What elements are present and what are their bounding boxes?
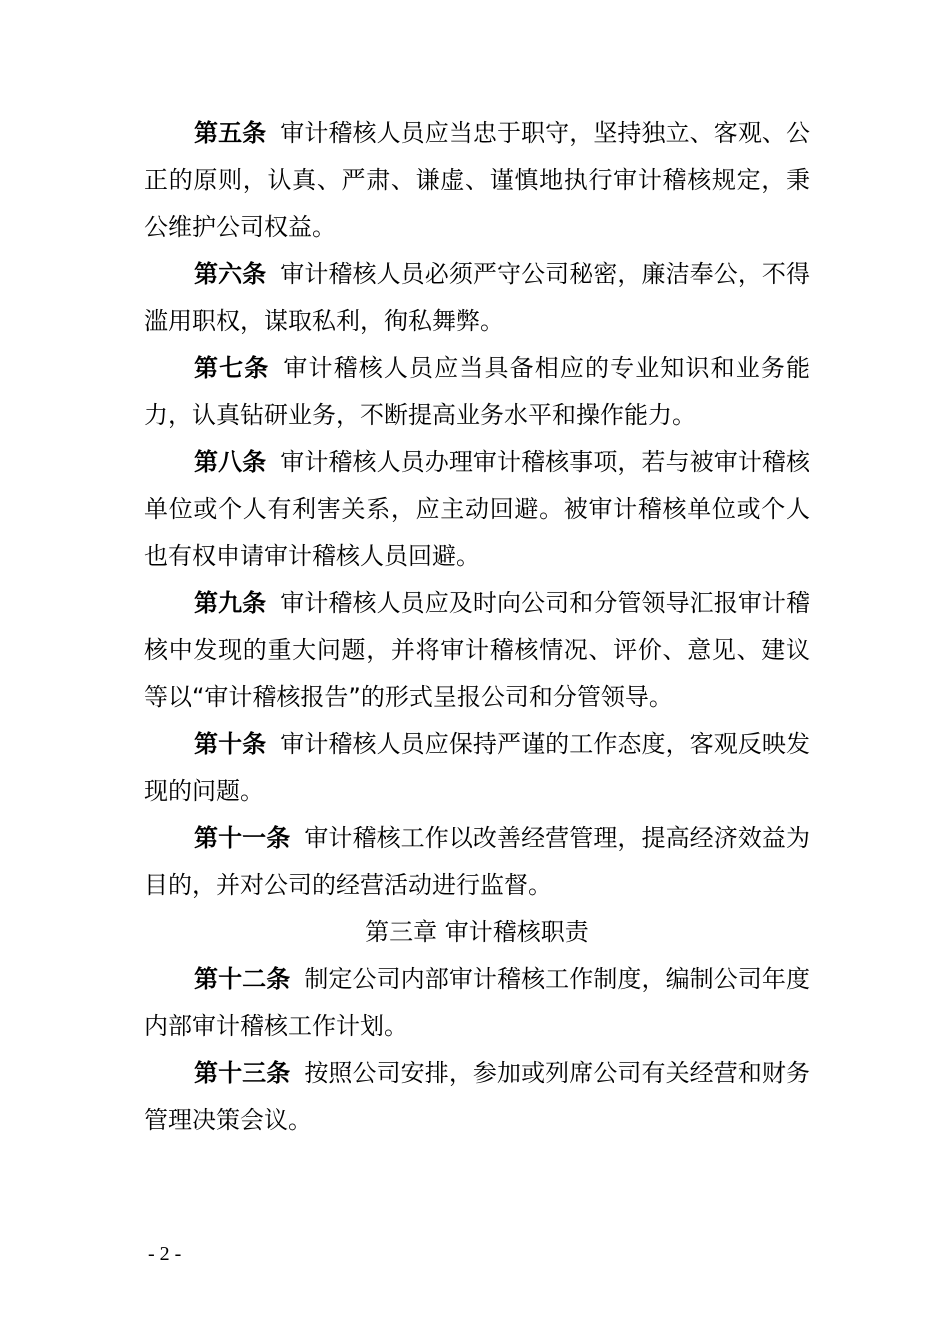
article-label: 第十三条 (194, 1059, 291, 1087)
document-page (144, 110, 810, 1144)
article-8 (144, 439, 810, 580)
article-label: 第十二条 (194, 965, 291, 993)
article-text: 审计稽核人员必须严守公司秘密，廉洁奉公，不得滥用职权，谋取私利，徇私舞弊。 (144, 260, 810, 335)
article-label: 第七条 (194, 354, 270, 382)
article-label: 第八条 (194, 448, 267, 476)
article-5 (144, 110, 810, 251)
article-text: 审计稽核人员应保持严谨的工作态度，客观反映发现的问题。 (144, 730, 810, 805)
page-number: - 2 - (148, 1243, 182, 1265)
article-label: 第十条 (194, 730, 267, 758)
article-text: 制定公司内部审计稽核工作制度，编制公司年度内部审计稽核工作计划。 (144, 965, 811, 1040)
article-7 (144, 345, 810, 439)
article-6 (144, 251, 810, 345)
article-text: 审计稽核人员办理审计稽核事项，若与被审计稽核单位或个人有利害关系，应主动回避。被审计稽核单位或个人也有权申请审计稽核人员回避。 (144, 448, 810, 570)
chapter-title: 第三章 审计稽核职责 (365, 918, 589, 946)
article-label: 第六条 (194, 260, 267, 288)
article-text: 审计稽核工作以改善经营管理，提高经济效益为目的，并对公司的经营活动进行监督。 (144, 824, 811, 899)
article-10 (144, 721, 810, 815)
article-label: 第九条 (194, 589, 267, 617)
article-9 (144, 580, 810, 721)
article-13 (144, 1050, 810, 1144)
article-12 (144, 956, 810, 1050)
article-text: 按照公司安排，参加或列席公司有关经营和财务管理决策会议。 (144, 1059, 811, 1134)
article-label: 第十一条 (194, 824, 291, 852)
article-label: 第五条 (194, 119, 267, 147)
article-11 (144, 815, 810, 909)
article-text: 审计稽核人员应当忠于职守，坚持独立、客观、公正的原则，认真、严肃、谦虚、谨慎地执行审计稽核规定，秉公维护公司权益。 (144, 119, 810, 241)
article-text: 审计稽核人员应及时向公司和分管领导汇报审计稽核中发现的重大问题，并将审计稽核情况、评价、意见、建议等以“审计稽核报告”的形式呈报公司和分管领导。 (144, 589, 810, 711)
article-text: 审计稽核人员应当具备相应的专业知识和业务能力，认真钻研业务，不断提高业务水平和操作能力。 (144, 354, 811, 429)
